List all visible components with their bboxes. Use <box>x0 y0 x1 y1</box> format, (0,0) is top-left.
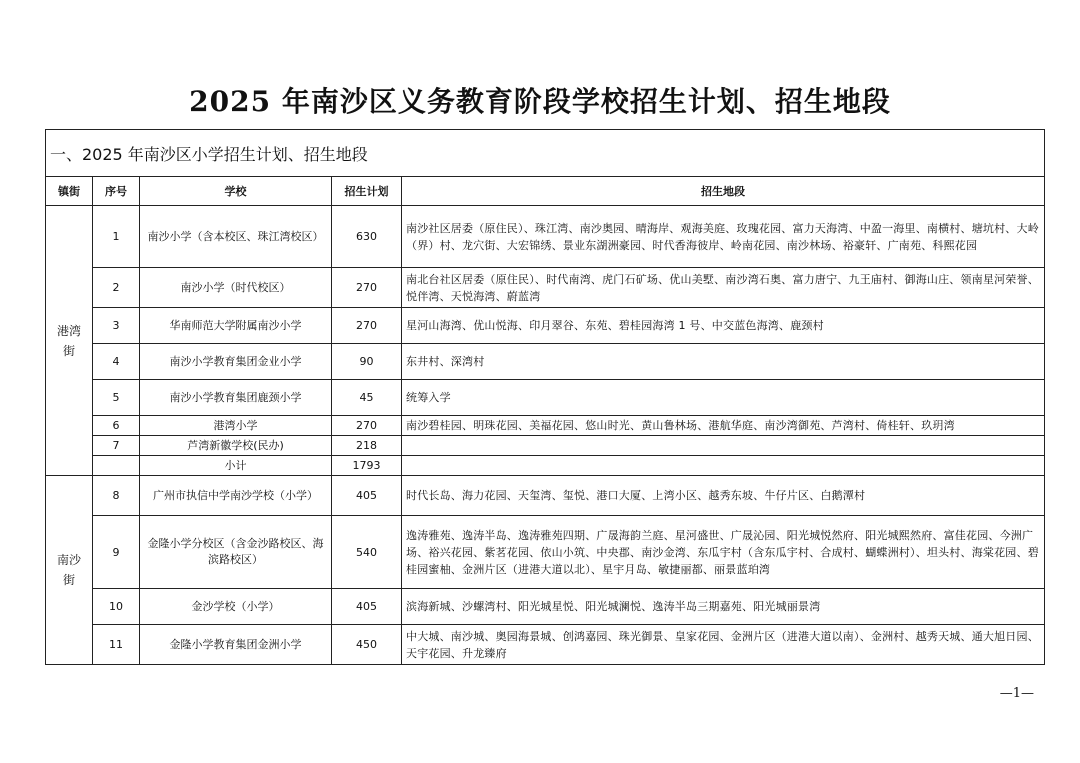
row-no: 3 <box>93 308 140 344</box>
enrollment-table <box>45 129 1045 665</box>
enrollment-area: 逸涛雅苑、逸涛半岛、逸涛雅苑四期、广晟海韵兰庭、星河盛世、广晟沁园、阳光城悦然府、阳光城熙然府、富佳花园、今洲广场、裕兴花园、紫茗花园、依山小筑、中央郡、南沙金湾、东瓜宇村（含东瓜宇村、合成村、蝴蝶洲村）、坦头村、海棠花园、碧桂园蜜柚、金洲片区（进港大道以北）、星宇月岛、敏捷丽都、丽景蓝珀湾 <box>402 516 1045 589</box>
enrollment-area: 时代长岛、海力花园、天玺湾、玺悦、港口大厦、上湾小区、越秀东坡、牛仔片区、白鹅潭村 <box>402 476 1045 516</box>
table-row <box>46 589 1045 625</box>
school-name: 华南师范大学附属南沙小学 <box>140 308 332 344</box>
school-name: 港湾小学 <box>140 416 332 436</box>
table-header-row <box>46 177 1045 206</box>
document-title: 2025 年南沙区义务教育阶段学校招生计划、招生地段 <box>189 85 891 118</box>
row-no: 5 <box>93 380 140 416</box>
table-row <box>46 516 1045 589</box>
enrollment-area: 南沙碧桂园、明珠花园、美福花园、悠山时光、黄山鲁林场、港航华庭、南沙湾御苑、芦湾村、倚桂轩、玖玥湾 <box>402 416 1045 436</box>
page-number: —1— <box>999 686 1034 701</box>
table-row <box>46 476 1045 516</box>
street-cell-nansha: 南沙街 <box>46 476 93 665</box>
subtotal-area <box>402 456 1045 476</box>
enrollment-area: 滨海新城、沙螺湾村、阳光城星悦、阳光城澜悦、逸涛半岛三期嘉苑、阳光城丽景湾 <box>402 589 1045 625</box>
table-row <box>46 268 1045 308</box>
plan-count: 270 <box>332 416 402 436</box>
plan-count: 450 <box>332 625 402 665</box>
school-name: 芦湾新徽学校(民办) <box>140 436 332 456</box>
plan-count: 270 <box>332 308 402 344</box>
header-street: 镇街 <box>46 177 93 206</box>
enrollment-area: 星河山海湾、优山悦海、印月翠谷、东苑、碧桂园海湾 1 号、中交蓝色海湾、鹿颈村 <box>402 308 1045 344</box>
school-name: 广州市执信中学南沙学校（小学） <box>140 476 332 516</box>
table-row <box>46 308 1045 344</box>
subtotal-value: 1793 <box>332 456 402 476</box>
plan-count: 270 <box>332 268 402 308</box>
subtotal-no <box>93 456 140 476</box>
row-no: 2 <box>93 268 140 308</box>
header-plan: 招生计划 <box>332 177 402 206</box>
enrollment-area: 中大城、南沙城、奥园海景城、创鸿嘉园、珠光御景、皇家花园、金洲片区（进港大道以南）、金洲村、越秀天城、通大旭日园、天宇花园、升龙臻府 <box>402 625 1045 665</box>
school-name: 南沙小学（含本校区、珠江湾校区） <box>140 206 332 268</box>
row-no: 10 <box>93 589 140 625</box>
enrollment-area: 南沙社区居委（原住民）、珠江湾、南沙奥园、晴海岸、观海美庭、玫瑰花园、富力天海湾、中盈一海里、南横村、塘坑村、大岭（界）村、龙穴街、大宏锦绣、景业东湖洲豪园、时代香海彼岸、岭南花园、南沙林场、裕豪轩、广南苑、科熙花园 <box>402 206 1045 268</box>
school-name: 南沙小学（时代校区） <box>140 268 332 308</box>
header-no: 序号 <box>93 177 140 206</box>
plan-count: 405 <box>332 589 402 625</box>
header-school: 学校 <box>140 177 332 206</box>
subtotal-label: 小计 <box>140 456 332 476</box>
section-heading: 一、2025 年南沙区小学招生计划、招生地段 <box>46 130 1045 177</box>
plan-count: 45 <box>332 380 402 416</box>
subtotal-row <box>46 456 1045 476</box>
row-no: 7 <box>93 436 140 456</box>
enrollment-area: 统筹入学 <box>402 380 1045 416</box>
plan-count: 630 <box>332 206 402 268</box>
plan-count: 218 <box>332 436 402 456</box>
table-row <box>46 344 1045 380</box>
school-name: 金隆小学分校区（含金沙路校区、海滨路校区） <box>140 516 332 589</box>
table-row <box>46 380 1045 416</box>
table-row <box>46 206 1045 268</box>
section-heading-row <box>46 130 1045 177</box>
plan-count: 90 <box>332 344 402 380</box>
school-name: 南沙小学教育集团金业小学 <box>140 344 332 380</box>
header-area: 招生地段 <box>402 177 1045 206</box>
street-cell-ganwan: 港湾街 <box>46 206 93 476</box>
row-no: 11 <box>93 625 140 665</box>
plan-count: 540 <box>332 516 402 589</box>
table-row <box>46 625 1045 665</box>
school-name: 南沙小学教育集团鹿颈小学 <box>140 380 332 416</box>
row-no: 6 <box>93 416 140 436</box>
row-no: 4 <box>93 344 140 380</box>
row-no: 9 <box>93 516 140 589</box>
table-row <box>46 416 1045 436</box>
row-no: 1 <box>93 206 140 268</box>
school-name: 金沙学校（小学） <box>140 589 332 625</box>
enrollment-area: 南北台社区居委（原住民）、时代南湾、虎门石矿场、优山美墅、南沙湾石奥、富力唐宁、九王庙村、御海山庄、领南星河荣誉、悦伴湾、天悦海湾、蔚蓝湾 <box>402 268 1045 308</box>
table-row <box>46 436 1045 456</box>
plan-count: 405 <box>332 476 402 516</box>
row-no: 8 <box>93 476 140 516</box>
enrollment-area <box>402 436 1045 456</box>
enrollment-area: 东井村、深湾村 <box>402 344 1045 380</box>
school-name: 金隆小学教育集团金洲小学 <box>140 625 332 665</box>
